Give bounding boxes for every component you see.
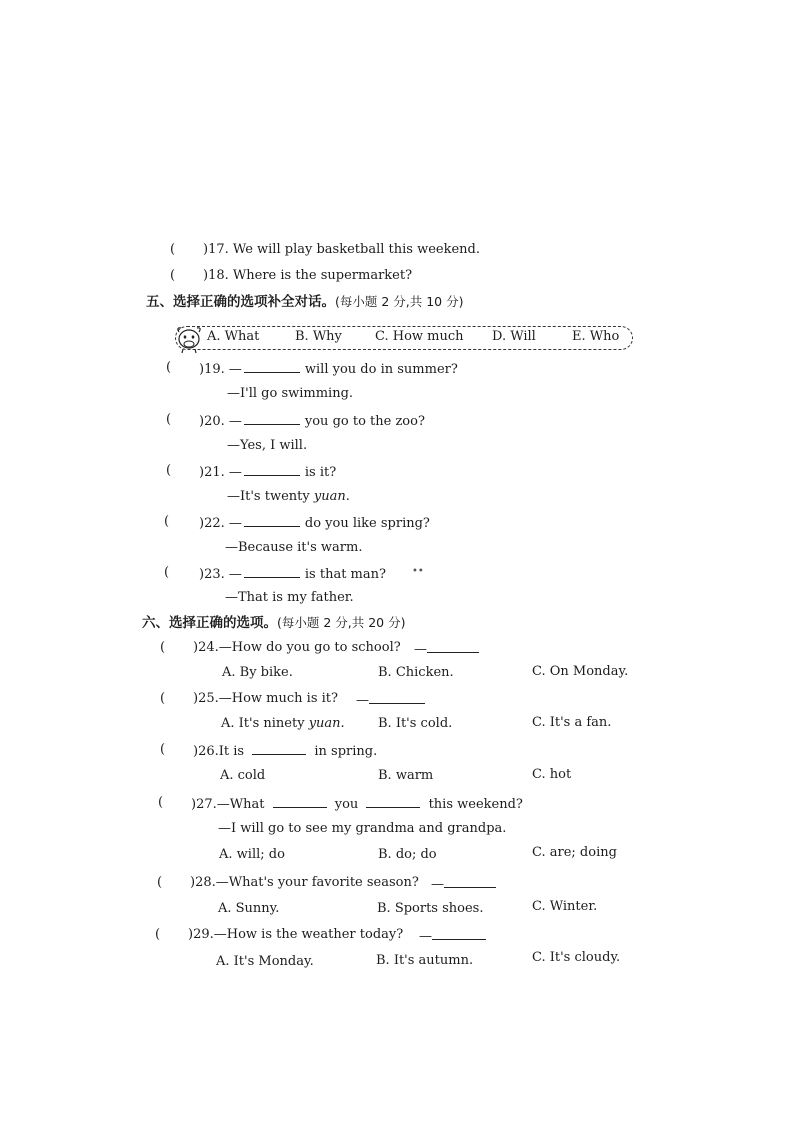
q19: )19. — will you do in summer?	[199, 362, 458, 377]
q27-option-c: C. are; doing	[532, 845, 617, 860]
answer-paren-open: (	[164, 514, 170, 529]
q25-option-b: B. It's cold.	[378, 716, 453, 731]
q27-option-b: B. do; do	[378, 847, 437, 862]
answer-blank	[366, 795, 420, 808]
q21: )21. — is it?	[199, 465, 337, 480]
answer-blank	[427, 640, 479, 653]
answer-blank	[252, 742, 306, 755]
q29-option-a: A. It's Monday.	[216, 954, 314, 969]
q26-option-b: B. warm	[378, 768, 434, 783]
q17: )17. We will play basketball this weekend.	[203, 242, 480, 257]
answer-blank	[273, 795, 327, 808]
q20-answer: —Yes, I will.	[227, 438, 308, 453]
answer-paren-open: (	[164, 565, 170, 580]
answer-paren-open: (	[160, 691, 166, 706]
answer-paren-open: (	[155, 927, 161, 942]
answer-blank	[444, 875, 496, 888]
q28-option-b: B. Sports shoes.	[377, 901, 484, 916]
answer-blank	[244, 360, 300, 373]
option-e: E. Who	[572, 329, 620, 344]
option-d: D. Will	[492, 329, 536, 344]
section6-title: 六、选择正确的选项。(每小题 2 分,共 20 分)	[142, 615, 406, 631]
q24-option-c: C. On Monday.	[532, 664, 629, 679]
q24-response: —	[414, 640, 479, 658]
section5-title: 五、选择正确的选项补全对话。(每小题 2 分,共 10 分)	[146, 294, 464, 310]
answer-paren-open: (	[157, 875, 163, 890]
answer-paren-open: (	[170, 242, 176, 257]
answer-paren-open: (	[160, 640, 166, 655]
answer-paren-open: (	[170, 268, 176, 283]
q29-response: —	[419, 927, 486, 945]
q29-option-b: B. It's autumn.	[376, 953, 474, 968]
answer-blank	[244, 463, 300, 476]
q24-option-a: A. By bike.	[222, 665, 293, 680]
q24-option-b: B. Chicken.	[378, 665, 454, 680]
answer-blank	[244, 412, 300, 425]
answer-blank	[432, 927, 486, 940]
answer-paren-open: (	[166, 412, 172, 427]
answer-paren-open: (	[160, 742, 166, 757]
q21-answer: —It's twenty yuan.	[227, 489, 350, 504]
q27-line2: —I will go to see my grandma and grandpa.	[218, 821, 507, 836]
q25-option-c: C. It's a fan.	[532, 715, 612, 730]
answer-paren-open: (	[158, 795, 164, 810]
q25-response: —	[356, 691, 425, 709]
q25: )25.—How much is it?	[193, 691, 338, 706]
q20: )20. — you go to the zoo?	[199, 414, 425, 429]
q27: )27.—What you this weekend?	[191, 797, 523, 812]
q24: )24.—How do you go to school?	[193, 640, 401, 655]
q19-answer: —I'll go swimming.	[227, 386, 354, 401]
q23-answer: —That is my father.	[225, 590, 354, 605]
q27-option-a: A. will; do	[219, 847, 285, 862]
q18: )18. Where is the supermarket?	[203, 268, 413, 283]
option-b: B. Why	[295, 329, 342, 344]
answer-paren-open: (	[166, 463, 172, 478]
answer-blank	[369, 691, 425, 704]
q28-option-a: A. Sunny.	[218, 901, 280, 916]
q28-response: —	[431, 875, 496, 893]
scan-speck: ••	[412, 566, 424, 577]
answer-paren-open: (	[166, 360, 172, 375]
option-c: C. How much	[375, 329, 464, 344]
option-a: A. What	[207, 329, 260, 344]
q28-option-c: C. Winter.	[532, 899, 598, 914]
answer-blank	[244, 565, 300, 578]
q26-option-a: A. cold	[220, 768, 266, 783]
q28: )28.—What's your favorite season?	[190, 875, 419, 890]
q23: )23. — is that man?	[199, 567, 386, 582]
cow-mascot-icon	[174, 322, 204, 354]
q22-answer: —Because it's warm.	[225, 540, 363, 555]
q29: )29.—How is the weather today?	[188, 927, 404, 942]
answer-blank	[244, 514, 300, 527]
q25-option-a: A. It's ninety yuan.	[221, 716, 345, 731]
q26: )26.It is in spring.	[193, 744, 378, 759]
q29-option-c: C. It's cloudy.	[532, 950, 621, 965]
q26-option-c: C. hot	[532, 767, 572, 782]
q22: )22. — do you like spring?	[199, 516, 430, 531]
